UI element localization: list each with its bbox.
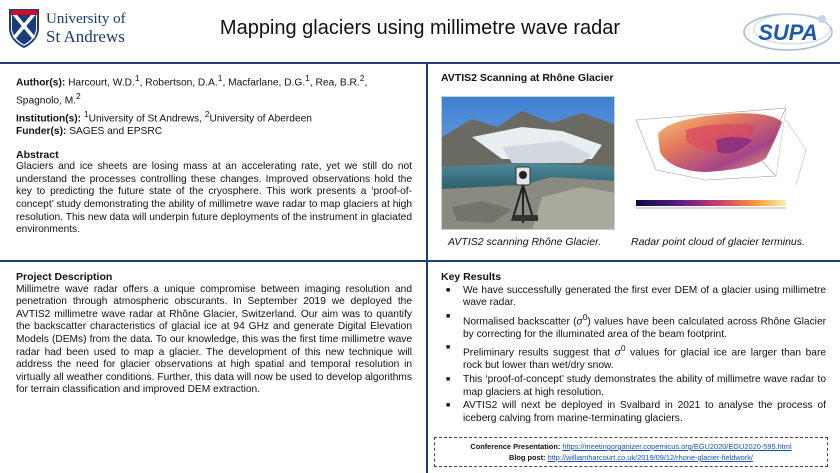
authors-comma: , bbox=[364, 77, 368, 89]
author-2: , Robertson, D.A. bbox=[139, 77, 218, 89]
funders-text: SAGES and EPSRC bbox=[66, 125, 163, 137]
sigma-symbol: σ bbox=[576, 316, 583, 328]
result-3-text-a: Preliminary results suggest that bbox=[463, 347, 615, 359]
radar-point-cloud bbox=[626, 100, 831, 220]
blog-line bbox=[435, 452, 827, 463]
project-text: Millimetre wave radar offers a unique compromise between imaging resolution and penetration through atmospheric obscurants. In September 2019 we deployed the AVTIS2 millimetre wave radar at Rhône Glacier, Switzerland. Our aim was to quantify the backscatter characteristics of glacial ice at 94 GHz and generate Digital Elevation Models (DEMs) from the data. To our knowledge, this was the first time millimetre wave radar had been used to map a glacier. The development of this new technique will address the need for glacier observations at high spatial and temporal resolution in virtually all weather conditions. Further, this data will now be used to develop algorithms for terrain classification and improved DEM extraction. bbox=[16, 283, 412, 396]
authors-panel bbox=[16, 72, 412, 237]
author-3-affil: 1 bbox=[305, 73, 310, 83]
project-panel bbox=[16, 271, 412, 397]
institutions-label: Institution(s): bbox=[16, 113, 82, 125]
column-divider bbox=[426, 62, 428, 473]
result-item: ■ AVTIS2 will next be deployed in Svalbard in 2021 to analyse the process of iceberg calving from marine-terminating glaciers. bbox=[441, 400, 826, 425]
funders-label: Funder(s): bbox=[16, 125, 67, 137]
blog-link[interactable]: http://williamharcourt.co.uk/2019/09/12/rhone-glacier-fieldwork/ bbox=[547, 453, 753, 462]
scanning-title: AVTIS2 Scanning at Rhône Glacier bbox=[441, 72, 614, 84]
author-3: , Macfarlane, D.G. bbox=[222, 77, 306, 89]
funders-line bbox=[16, 126, 412, 139]
conference-link[interactable]: https://meetingorganizer.copernicus.org/EGU2020/EGU2020-595.html bbox=[562, 442, 792, 451]
authors-label: Author(s): bbox=[16, 77, 66, 89]
author-5: Spagnolo, M. bbox=[16, 95, 77, 107]
institutions-line bbox=[16, 108, 412, 126]
photo-caption: AVTIS2 scanning Rhône Glacier. bbox=[448, 236, 602, 248]
abstract-title: Abstract bbox=[16, 148, 59, 161]
institution-1-affil: 1 bbox=[83, 108, 89, 119]
poster-title: Mapping glaciers using millimetre wave radar bbox=[219, 17, 621, 39]
sigma-superscript: 0 bbox=[620, 343, 626, 354]
header-divider bbox=[0, 62, 840, 64]
results-title: Key Results bbox=[441, 271, 502, 283]
results-panel bbox=[441, 271, 826, 426]
author-1-affil: 1 bbox=[134, 73, 140, 83]
links-box bbox=[434, 437, 828, 467]
logo-line-2: St Andrews bbox=[46, 27, 125, 46]
supa-logo-text: SUPA bbox=[758, 20, 818, 45]
cloud-caption: Radar point cloud of glacier terminus. bbox=[631, 236, 805, 248]
result-item bbox=[441, 342, 826, 373]
result-item: ■ We have successfully generated the first ever DEM of a glacier using millimetre wave radar. bbox=[441, 285, 826, 310]
result-3-text-b: values for glacial ice are larger than bare rock but lower than wet/dry snow. bbox=[463, 347, 827, 372]
author-2-affil: 1 bbox=[217, 73, 223, 83]
poster-header bbox=[0, 0, 840, 62]
author-4: , Rea, B.R. bbox=[309, 77, 360, 89]
institution-2: University of Aberdeen bbox=[209, 113, 312, 125]
result-item: ■ This ‘proof-of-concept’ study demonstrates the ability of millimetre wave radar to map glaciers at high resolution. bbox=[441, 374, 826, 399]
result-item bbox=[441, 311, 826, 342]
author-5-affil: 2 bbox=[76, 90, 81, 101]
institution-1: University of St Andrews, bbox=[88, 113, 205, 125]
logo-line-1: University of bbox=[46, 11, 126, 27]
author-1: Harcourt, W.D. bbox=[65, 77, 135, 89]
conference-line bbox=[435, 441, 827, 452]
author-4-affil: 2 bbox=[359, 73, 365, 83]
glacier-photo-illustration bbox=[442, 97, 615, 230]
result-2-text-a: Normalised backscatter ( bbox=[463, 316, 577, 328]
results-list bbox=[441, 285, 826, 426]
abstract-text: Glaciers and ice sheets are losing mass at an accelerating rate, yet we still do not understand the processes controlling these changes. Improved observations hold the key to predicting the future state of the cryosphere. This work presents a ‘proof-of-concept’ study demonstrating the ability of millimetre wave radar to map glaciers at high resolution. This new data will underpin future deployments of the instrument in glaciated environments. bbox=[16, 161, 412, 236]
supa-logo[interactable] bbox=[742, 10, 834, 52]
sigma-superscript: 0 bbox=[582, 311, 588, 322]
blog-label: Blog post: bbox=[508, 453, 546, 462]
project-title: Project Description bbox=[16, 271, 113, 283]
authors-line bbox=[16, 72, 412, 108]
glacier-photo bbox=[441, 96, 615, 230]
conference-label: Conference Presentation: bbox=[470, 442, 561, 451]
sigma-symbol: σ bbox=[614, 347, 621, 359]
institution-2-affil: 2 bbox=[204, 108, 210, 119]
result-2-text-b: ) values have been calculated across Rhône Glacier by correcting for the illuminated area of the beam footprint. bbox=[463, 316, 826, 340]
middle-divider bbox=[0, 260, 840, 262]
